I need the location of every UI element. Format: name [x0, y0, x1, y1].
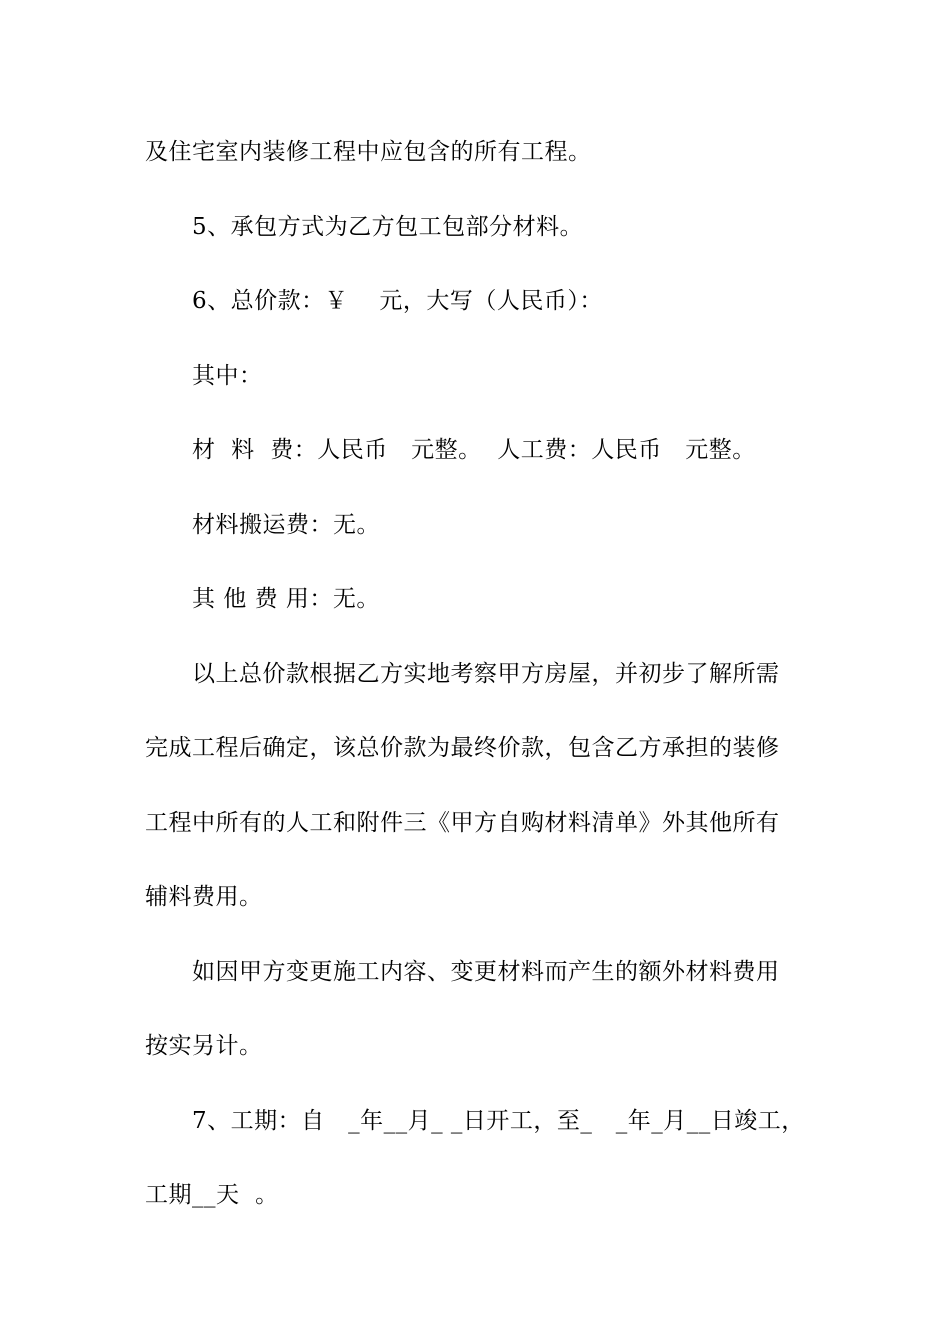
price-explanation-line-4: 辅料费用。	[145, 884, 263, 910]
clause-6-total-price: 6、总价款：￥ 元，大写（人民币）：	[192, 288, 603, 314]
change-cost-line-1: 如因甲方变更施工内容、变更材料而产生的额外材料费用	[192, 959, 780, 985]
price-explanation-line-1: 以上总价款根据乙方实地考察甲方房屋，并初步了解所需	[192, 661, 780, 687]
change-cost-line-2: 按实另计。	[145, 1033, 263, 1059]
price-explanation-line-3: 工程中所有的人工和附件三《甲方自购材料清单》外其他所有	[145, 810, 780, 836]
paragraph-line-scope-end: 及住宅室内装修工程中应包含的所有工程。	[145, 139, 592, 165]
material-labor-fees: 材 料 费：人民币 元整。 人工费：人民币 元整。	[192, 437, 756, 463]
other-fees: 其 他 费 用：无。	[192, 586, 380, 612]
price-explanation-line-2: 完成工程后确定，该总价款为最终价款，包含乙方承担的装修	[145, 735, 780, 761]
price-breakdown-heading: 其中：	[192, 363, 263, 389]
material-transport-fee: 材料搬运费：无。	[192, 512, 380, 538]
clause-7-schedule: 7、工期：自 _年__月_ _日开工，至_ _年_月__日竣工，	[192, 1108, 805, 1134]
clause-5-contract-method: 5、承包方式为乙方包工包部分材料。	[192, 214, 584, 240]
schedule-duration: 工期__天 。	[145, 1182, 279, 1208]
